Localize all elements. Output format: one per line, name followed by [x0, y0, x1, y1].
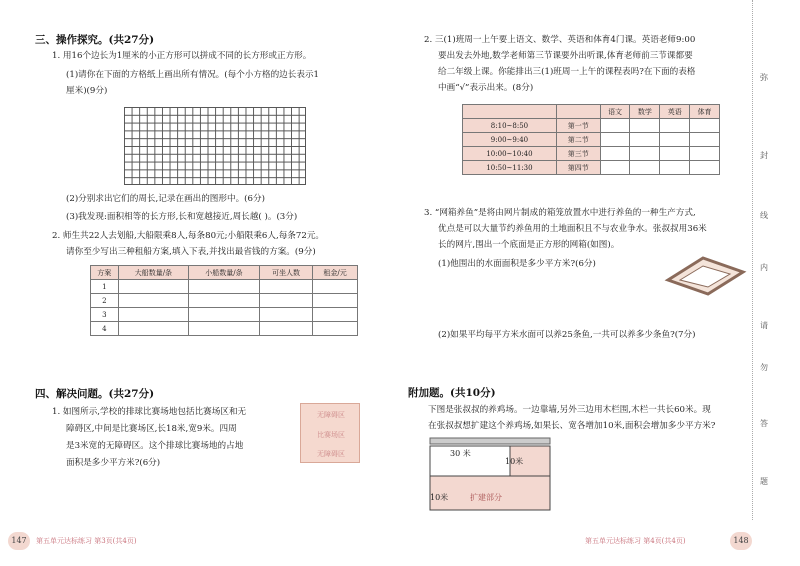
bonus-title: 附加题。(共10分): [408, 387, 496, 399]
fig-30m: 30 米: [450, 449, 471, 458]
r-q2-d: 中画“√”表示出来。(8分): [438, 83, 534, 93]
th-plan: 方案: [91, 266, 119, 280]
period-cell: 第二节: [556, 133, 600, 147]
left-page: [0, 0, 395, 566]
q2-text-b: 请你至少写出三种租船方案,填入下表,并找出最省钱的方案。(9分): [66, 247, 316, 257]
q2-text-a: 2. 师生共22人去划船,大船限乘8人,每条80元;小船限乘6人,每条72元。: [52, 231, 325, 241]
q1-part1: (1)请你在下面的方格纸上画出所有情况。(每个小方格的边长表示1: [66, 70, 320, 80]
q4-line-a: 1. 如图所示,学校的排球比赛场地包括比赛场区和无: [52, 407, 247, 417]
section-3-title: 三、操作探究。(共27分): [35, 34, 155, 46]
r-q2-a: 2. 三(1)班周一上午要上语文、数学、英语和体育4门课。英语老师9:00: [424, 35, 696, 45]
fig-expand: 扩建部分: [470, 493, 502, 502]
page-footer: 第五单元达标练习 第3页(共4页): [36, 537, 137, 545]
fig-10m-a: 10米: [505, 457, 524, 466]
section-4-title: 四、解决问题。(共27分): [35, 388, 155, 400]
time-cell: 9:00~9:40: [463, 133, 557, 147]
time-cell: 10:50~11:30: [463, 161, 557, 175]
table-row: 4: [91, 322, 119, 336]
table-row: 2: [91, 294, 119, 308]
q1-text: 1. 用16个边长为1厘米的小正方形可以拼成不同的长方形或正方形。: [52, 51, 312, 61]
r-q3-part2: (2)如果平均每平方米水面可以养25条鱼,一共可以养多少条鱼?(7分): [438, 330, 696, 340]
table-row: 3: [91, 308, 119, 322]
time-cell: 8:10~8:50: [463, 119, 557, 133]
bonus-line-a: 下图是张叔叔的养鸡场。一边靠墙,另外三边用木栏围,木栏一共长60米。现: [428, 405, 711, 415]
boat-table: [90, 265, 358, 336]
q1-part3: (3)我发现:面积相等的长方形,长和宽越接近,周长越( )。(3分): [66, 212, 298, 222]
q4-line-b: 障碍区,中间是比赛场区,长18米,宽9米。四周: [66, 424, 237, 434]
period-cell: 第四节: [556, 161, 600, 175]
r-q3-a: 3. “网箱养鱼”是将由网片制成的箱笼放置水中进行养鱼的一种生产方式,: [424, 208, 696, 218]
th-rent: 租金/元: [313, 266, 358, 280]
th-seats: 可坐人数: [259, 266, 312, 280]
fish-cage-figure: [658, 250, 748, 298]
page-number: 147: [8, 532, 30, 550]
th-small: 小船数量/条: [189, 266, 260, 280]
page-number: 148: [730, 532, 752, 550]
q4-line-c: 是3米宽的无障碍区。这个排球比赛场地的占地: [66, 441, 244, 451]
r-q2-b: 要出发去外地,数学老师第三节课要外出听课,体育老师前三节课都要: [438, 51, 693, 61]
schedule-table: [462, 104, 720, 175]
r-q2-c: 给二年级上课。你能排出三(1)班周一上午的课程表吗?在下面的表格: [438, 67, 696, 77]
r-q3-part1: (1)他围出的水面面积是多少平方米?(6分): [438, 259, 596, 269]
th-english: 英语: [660, 105, 690, 119]
q1-part1b: 厘米)(9分): [66, 86, 108, 96]
th-big: 大船数量/条: [118, 266, 189, 280]
th-pe: 体育: [690, 105, 720, 119]
square-grid[interactable]: [124, 107, 306, 185]
th-math: 数学: [630, 105, 660, 119]
fig-10m-b: 10米: [430, 493, 449, 502]
volleyball-court-figure: 无障碍区 比赛场区 无障碍区: [300, 403, 360, 463]
period-cell: 第一节: [556, 119, 600, 133]
r-q3-c: 长的网片,围出一个底面是正方形的网箱(如图)。: [438, 240, 620, 250]
page-footer: 第五单元达标练习 第4页(共4页): [585, 537, 686, 545]
seal-sidebar: 弥 封 线 内 请 勿 答 题: [760, 73, 768, 486]
q1-part2: (2)分别求出它们的周长,记录在画出的图形中。(6分): [66, 194, 265, 204]
time-cell: 10:00~10:40: [463, 147, 557, 161]
bonus-line-b: 在张叔叔想扩建这个养鸡场,如果长、宽各增加10米,面积会增加多少平方米?: [428, 421, 716, 431]
table-row: 1: [91, 280, 119, 294]
period-cell: 第三节: [556, 147, 600, 161]
r-q3-b: 优点是可以大量节约养鱼用的土地面积且不与农业争水。张叔叔用36米: [438, 224, 707, 234]
th-chinese: 语文: [600, 105, 630, 119]
right-page: [400, 0, 800, 566]
q4-line-d: 面积是多少平方米?(6分): [66, 458, 161, 468]
